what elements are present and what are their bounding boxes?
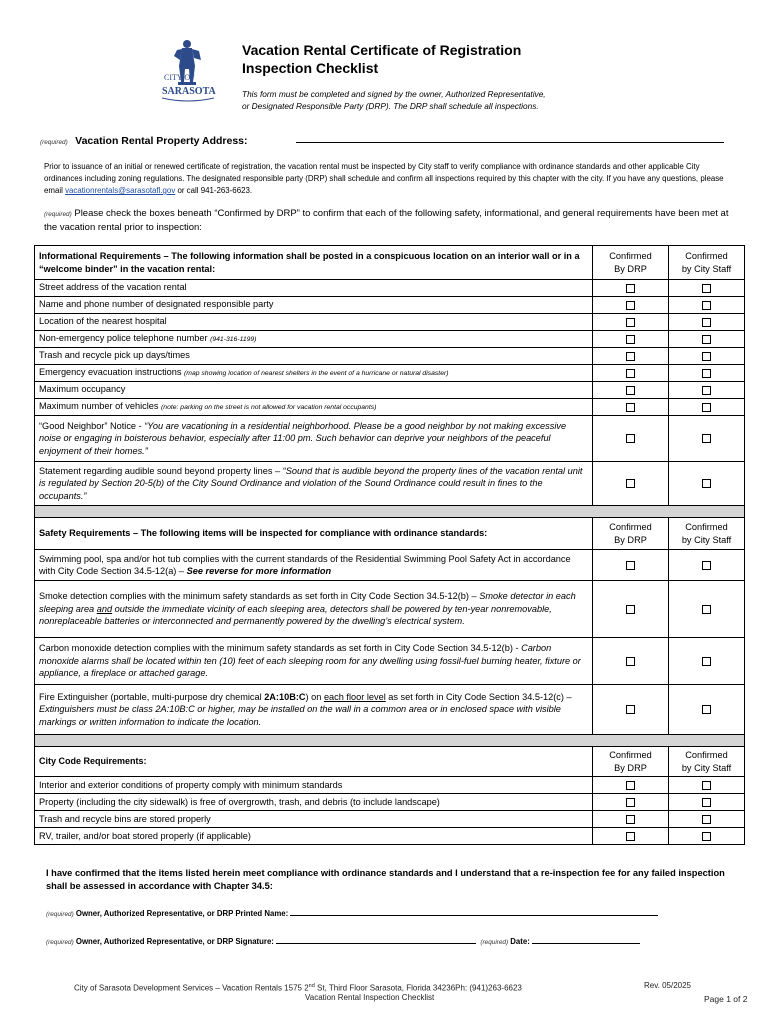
printed-name-label: Owner, Authorized Representative, or DRP Printed Name: xyxy=(75,909,289,918)
address-input-line[interactable] xyxy=(296,142,724,143)
signature-input-line[interactable] xyxy=(276,935,476,944)
checkbox-staff[interactable] xyxy=(702,352,711,361)
confirmation-statement: I have confirmed that the items listed herein meet compliance with ordinance standards and I understand that a re-inspection fee for any failed inspection shall be assessed in accordance with Chapter 34.5: xyxy=(46,868,725,891)
footer-doc-name: Vacation Rental Inspection Checklist xyxy=(305,993,435,1002)
checkbox-staff[interactable] xyxy=(702,657,711,666)
checkbox-staff[interactable] xyxy=(702,561,711,570)
checkbox-staff[interactable] xyxy=(702,335,711,344)
date-input-line[interactable] xyxy=(532,935,640,944)
revision-date: Rev. 05/2025 xyxy=(644,981,691,990)
table-row: Emergency evacuation instructions (map showing location of nearest shelters in the event of a hurricane or natural disaster) xyxy=(35,365,745,382)
title-line-2: Inspection Checklist xyxy=(242,60,379,76)
email-link[interactable]: vacationrentals@sarasotafl.gov xyxy=(65,186,176,195)
checkbox-drp[interactable] xyxy=(626,284,635,293)
instruction-paragraph: (required) Please check the boxes beneath “Confirmed by DRP” to confirm that each of the following safety, informational, and general requirements have been met at the vacation rental prior to inspection: xyxy=(44,208,729,233)
inspection-checklist-table xyxy=(34,245,745,845)
checkbox-drp[interactable] xyxy=(626,318,635,327)
table-row: RV, trailer, and/or boat stored properly (if applicable) xyxy=(35,828,745,845)
printed-name-input-line[interactable] xyxy=(290,907,658,916)
signature-label: Owner, Authorized Representative, or DRP Signature: xyxy=(75,937,274,946)
address-label: Vacation Rental Property Address: xyxy=(75,135,248,147)
section-divider xyxy=(35,506,745,518)
table-row: Swimming pool, spa and/or hot tub complies with the current standards of the Residential Swimming Pool Safety Act in accordance with City Code Section 34.5-12(a) – See reverse for more information xyxy=(35,550,745,581)
statue-icon xyxy=(160,36,216,104)
code-section-header: City Code Requirements: xyxy=(35,747,593,777)
table-row: “Good Neighbor” Notice - “You are vacationing in a residential neighborhood. Please be a good neighbor by not making excessive noise or engaging in boisterous behavior, especially after 11:00 pm. Such behavior can deprive your neighbors of the peaceful enjoyment of their homes.” xyxy=(35,416,745,462)
checkbox-drp[interactable] xyxy=(626,301,635,310)
required-tag: (required) xyxy=(40,139,68,146)
checkbox-drp[interactable] xyxy=(626,403,635,412)
table-row: Street address of the vacation rental xyxy=(35,280,745,297)
checkbox-drp[interactable] xyxy=(626,705,635,714)
checkbox-drp[interactable] xyxy=(626,605,635,614)
signature-field[interactable]: (required) Owner, Authorized Representative, or DRP Signature: (required) Date: xyxy=(46,935,640,949)
checkbox-staff[interactable] xyxy=(702,403,711,412)
section-divider xyxy=(35,735,745,747)
table-row: Fire Extinguisher (portable, multi-purpose dry chemical 2A:10B:C) on each floor level as set forth in City Code Section 34.5-12(c) – Extinguishers must be class 2A:10B:C or higher, may be installed on the wall in a common area or in enclosed space with visible markings or written information to indicate the location. xyxy=(35,685,745,735)
date-label: Date: xyxy=(510,937,530,946)
printed-name-field[interactable]: (required) Owner, Authorized Representative, or DRP Printed Name: xyxy=(46,907,658,921)
checkbox-staff[interactable] xyxy=(702,386,711,395)
info-section-header: Informational Requirements – The following information shall be posted in a conspicuous location on an interior wall or in a “welcome binder” in the vacation rental: xyxy=(35,246,593,280)
checkbox-staff[interactable] xyxy=(702,301,711,310)
table-row: Trash and recycle bins are stored properly xyxy=(35,811,745,828)
checkbox-staff[interactable] xyxy=(702,781,711,790)
checkbox-drp[interactable] xyxy=(626,335,635,344)
col-confirmed-staff: Confirmed by City Staff xyxy=(669,246,745,280)
checkbox-staff[interactable] xyxy=(702,815,711,824)
checkbox-drp[interactable] xyxy=(626,798,635,807)
checkbox-staff[interactable] xyxy=(702,705,711,714)
table-row: Property (including the city sidewalk) is free of overgrowth, trash, and debris (to include landscape) xyxy=(35,794,745,811)
page-subtitle: This form must be completed and signed by the owner, Authorized Representative, or Designated Responsible Party (DRP). The DRP shall schedule all inspections. xyxy=(242,89,546,111)
checkbox-staff[interactable] xyxy=(702,318,711,327)
code-section-header-row: City Code Requirements: Confirmed By DRP Confirmed by City Staff xyxy=(35,747,745,777)
checkbox-drp[interactable] xyxy=(626,561,635,570)
checkbox-drp[interactable] xyxy=(626,781,635,790)
table-row: Non-emergency police telephone number (941-316-1199) xyxy=(35,331,745,348)
checkbox-staff[interactable] xyxy=(702,284,711,293)
address-field[interactable] xyxy=(40,131,724,147)
checkbox-staff[interactable] xyxy=(702,479,711,488)
checkbox-drp[interactable] xyxy=(626,352,635,361)
intro-paragraph: Prior to issuance of an initial or renewed certificate of registration, the vacation rental must be inspected by City staff to verify compliance with ordinance standards and other applicable City ordinances including zoning regulations. The designated responsible party (DRP) shall schedule and confirm all inspections required by this chapter with the city. If you have any questions, please email vacationrentals@sarasotafl.gov or call 941-263-6623. xyxy=(44,162,724,195)
table-row: Trash and recycle pick up days/times xyxy=(35,348,745,365)
svg-text:SARASOTA: SARASOTA xyxy=(162,86,216,97)
page-footer: City of Sarasota Development Services – Vacation Rentals 1575 2nd St, Third Floor Sarasota, Florida 34236Ph: (941)263-6623 Rev. 05/2025 Vacation Rental Inspection Checklist xyxy=(74,981,691,1002)
table-row: Maximum occupancy xyxy=(35,382,745,399)
safety-section-header: Safety Requirements – The following items will be inspected for compliance with ordinance standards: xyxy=(35,518,593,550)
table-row: Carbon monoxide detection complies with the minimum safety standards as set forth in City Code Section 34.5-12(b) - Carbon monoxide alarms shall be located within ten (10) feet of each sleeping room for any dwelling using fossil-fuel burning heater, fixture or appliance, a fireplace or attached garage. xyxy=(35,638,745,685)
checkbox-staff[interactable] xyxy=(702,832,711,841)
checkbox-drp[interactable] xyxy=(626,657,635,666)
checkbox-staff[interactable] xyxy=(702,798,711,807)
table-row: Location of the nearest hospital xyxy=(35,314,745,331)
info-section-header-row xyxy=(35,246,745,280)
checkbox-drp[interactable] xyxy=(626,815,635,824)
checkbox-staff[interactable] xyxy=(702,605,711,614)
checkbox-staff[interactable] xyxy=(702,369,711,378)
page-title xyxy=(242,41,521,77)
checkbox-drp[interactable] xyxy=(626,832,635,841)
safety-section-header-row: Safety Requirements – The following items will be inspected for compliance with ordinance standards: Confirmed By DRP Confirmed by City Staff xyxy=(35,518,745,550)
checkbox-drp[interactable] xyxy=(626,386,635,395)
table-row: Smoke detection complies with the minimum safety standards as set forth in City Code Section 34.5-12(b) – Smoke detector in each sleeping area and outside the immediate vicinity of each sleeping area, detectors shall be powered by ten-year nonremovable, nonreplaceable batteries or interconnected and permanently powered by the dwelling’s electrical system. xyxy=(35,581,745,638)
svg-text:CITY OF: CITY OF xyxy=(164,73,195,82)
checkbox-drp[interactable] xyxy=(626,434,635,443)
table-row: Maximum number of vehicles (note: parking on the street is not allowed for vacation rental occupants) xyxy=(35,399,745,416)
checkbox-drp[interactable] xyxy=(626,479,635,488)
table-row: Name and phone number of designated responsible party xyxy=(35,297,745,314)
col-confirmed-drp: Confirmed By DRP xyxy=(593,246,669,280)
checkbox-drp[interactable] xyxy=(626,369,635,378)
page-number: Page 1 of 2 xyxy=(704,994,748,1004)
table-row: Statement regarding audible sound beyond property lines – “Sound that is audible beyond the property lines of the vacation rental unit is regulated by Section 20-5(b) of the City Sound Ordinance and violation of the Sound Ordinance could result in fines to the occupants.” xyxy=(35,462,745,506)
checkbox-staff[interactable] xyxy=(702,434,711,443)
title-line-1: Vacation Rental Certificate of Registration xyxy=(242,42,522,58)
city-seal-logo xyxy=(160,36,216,104)
table-row: Interior and exterior conditions of property comply with minimum standards xyxy=(35,777,745,794)
